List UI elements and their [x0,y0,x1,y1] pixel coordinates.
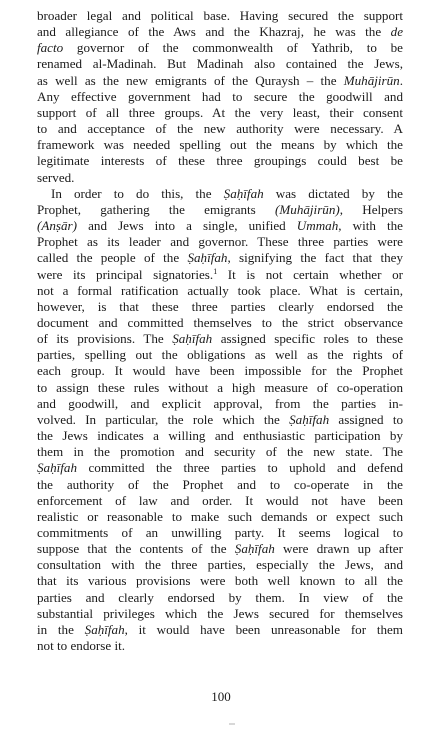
italic-term: Ṣaḥīfah [289,411,330,427]
text-run: Prophet, gathering the emigrants [37,201,276,217]
text-line [37,331,403,347]
text-line [37,24,403,40]
text-run: suppose that the contents of the [37,541,235,557]
text-run: the authority of the Prophet and to co-operate in the [37,476,403,492]
text-run: assigned specific roles to these [212,331,404,347]
text-line [37,89,403,105]
text-run: and goodwill, and explicit approval, from the parties in- [37,395,403,411]
italic-term: Ṣaḥīfah [37,460,78,476]
text-line [37,105,403,121]
text-line [37,137,403,153]
italic-term: Ṣaḥīfah [172,331,213,347]
text-run: Prophet as its leader and governor. These three parties were [37,234,403,250]
text-run: framework was needed spelling out the means by which the [37,137,403,153]
scan-smudge [229,723,235,725]
text-run: to assign these rules without a high measure of co-operation [37,379,403,395]
text-line [37,40,403,56]
text-run: the Jews indicates a willing and enthusiastic participation by [37,428,403,444]
text-line [37,121,403,137]
italic-term: Ṣaḥīfah [187,250,228,266]
text-line [37,380,403,396]
text-line [37,186,403,202]
text-line [37,56,403,72]
text-line [37,493,403,509]
body-text [37,8,403,654]
text-line [37,606,403,622]
text-run: renamed al-Madinah. But Madinah also contained the Jews, [37,56,403,72]
text-line [37,218,403,234]
text-run: parties, spelling out the obligations as well as the rights of [37,347,403,363]
text-run: of its provisions. The [37,331,173,347]
text-run: It is not certain whether or [217,266,403,282]
text-run: document and committed themselves to the strict observance [37,314,403,330]
italic-term: Muhājirūn [343,72,400,88]
text-run: , signifying the fact that they [227,250,403,266]
text-run: were its principal signatories. [37,266,214,282]
text-line [37,347,403,363]
italic-term: (Anṣār) [37,218,78,234]
text-line [37,234,403,250]
text-line [37,8,403,24]
text-run: commitments of an unwilling party. It seems logical to [37,525,403,540]
text-line [37,170,403,186]
text-run: realistic or reasonable to make such demands or expect such [37,508,403,524]
text-run: as well as the new emigrants of the Quraysh – the [37,72,344,88]
italic-term: Ṣaḥīfah [84,621,125,637]
text-run: support of all three groups. At the very least, their consent [37,104,403,120]
text-line [37,363,403,379]
text-run: . [399,72,403,88]
text-run: enforcement of law and order. It would not have been [37,492,403,508]
italic-term: Ummah [296,218,339,234]
text-line [37,412,403,428]
text-run: broader legal and political base. Having secured the support [37,8,403,23]
text-line [37,477,403,493]
text-run: and allegiance of the Aws and the Khazraj, he was the [37,24,391,40]
text-line [37,557,403,573]
text-line [37,153,403,169]
text-run: that its various provisions were both well known to all the [37,573,403,589]
text-run: parties and clearly endorsed by them. In view of the [37,589,403,605]
text-run: volved. In particular, the role which the [37,411,290,427]
italic-term: Ṣaḥīfah [234,541,275,557]
text-run: , Helpers [339,201,403,217]
text-line [37,396,403,412]
text-run: served. [37,169,75,185]
text-run: in the [37,621,85,637]
text-line [37,299,403,315]
text-line [37,315,403,331]
text-line [37,202,403,218]
text-run: each group. It would have been impossible for the Prophet [37,363,403,379]
text-line [37,460,403,476]
text-run: were drawn up after [274,541,403,557]
text-run: not to endorse it. [37,638,126,654]
text-line [37,525,403,541]
italic-term: Ṣaḥīfah [223,185,264,201]
text-run: however, is that these three parties clearly endorsed the [37,298,403,314]
text-line [37,509,403,525]
text-run: called the people of the [37,250,188,266]
text-run: governor of the commonwealth of Yathrib, to be [63,40,403,56]
text-run: substantial privileges which the Jews secured for themselves [37,605,403,621]
italic-term: (Muhājirūn) [275,201,340,217]
text-run: In order to do this, the [51,185,224,201]
text-line [37,428,403,444]
text-run: , it would have been unreasonable for them [124,621,403,637]
text-line [37,590,403,606]
text-run: them in the promotion and security of the new state. The [37,444,403,460]
text-line [37,573,403,589]
text-run: committed the three parties to uphold and defend [77,460,403,476]
text-line [37,73,403,89]
text-line [37,638,403,654]
text-run: , with the [338,218,403,234]
text-run: legitimate interests of these three groupings could best be [37,153,403,169]
text-line [37,444,403,460]
text-line [37,283,403,299]
footnote-marker: 1 [213,266,218,276]
italic-term: facto [37,40,64,56]
text-run: was dictated by the [263,185,403,201]
text-run: assigned to [329,411,403,427]
text-run: Any effective government had to secure the goodwill and [37,88,403,104]
text-line [37,267,403,283]
text-run: and Jews into a single, unified [77,218,297,234]
text-line [37,250,403,266]
text-line [37,541,403,557]
text-line [37,622,403,638]
page-number: 100 [211,689,231,704]
text-run: not a formal ratification actually took place. What is certain, [37,282,403,298]
text-run: to and acceptance of the new authority were necessary. A [37,121,403,137]
italic-term: de [390,24,403,40]
text-run: consultation with the three parties, especially the Jews, and [37,557,403,573]
